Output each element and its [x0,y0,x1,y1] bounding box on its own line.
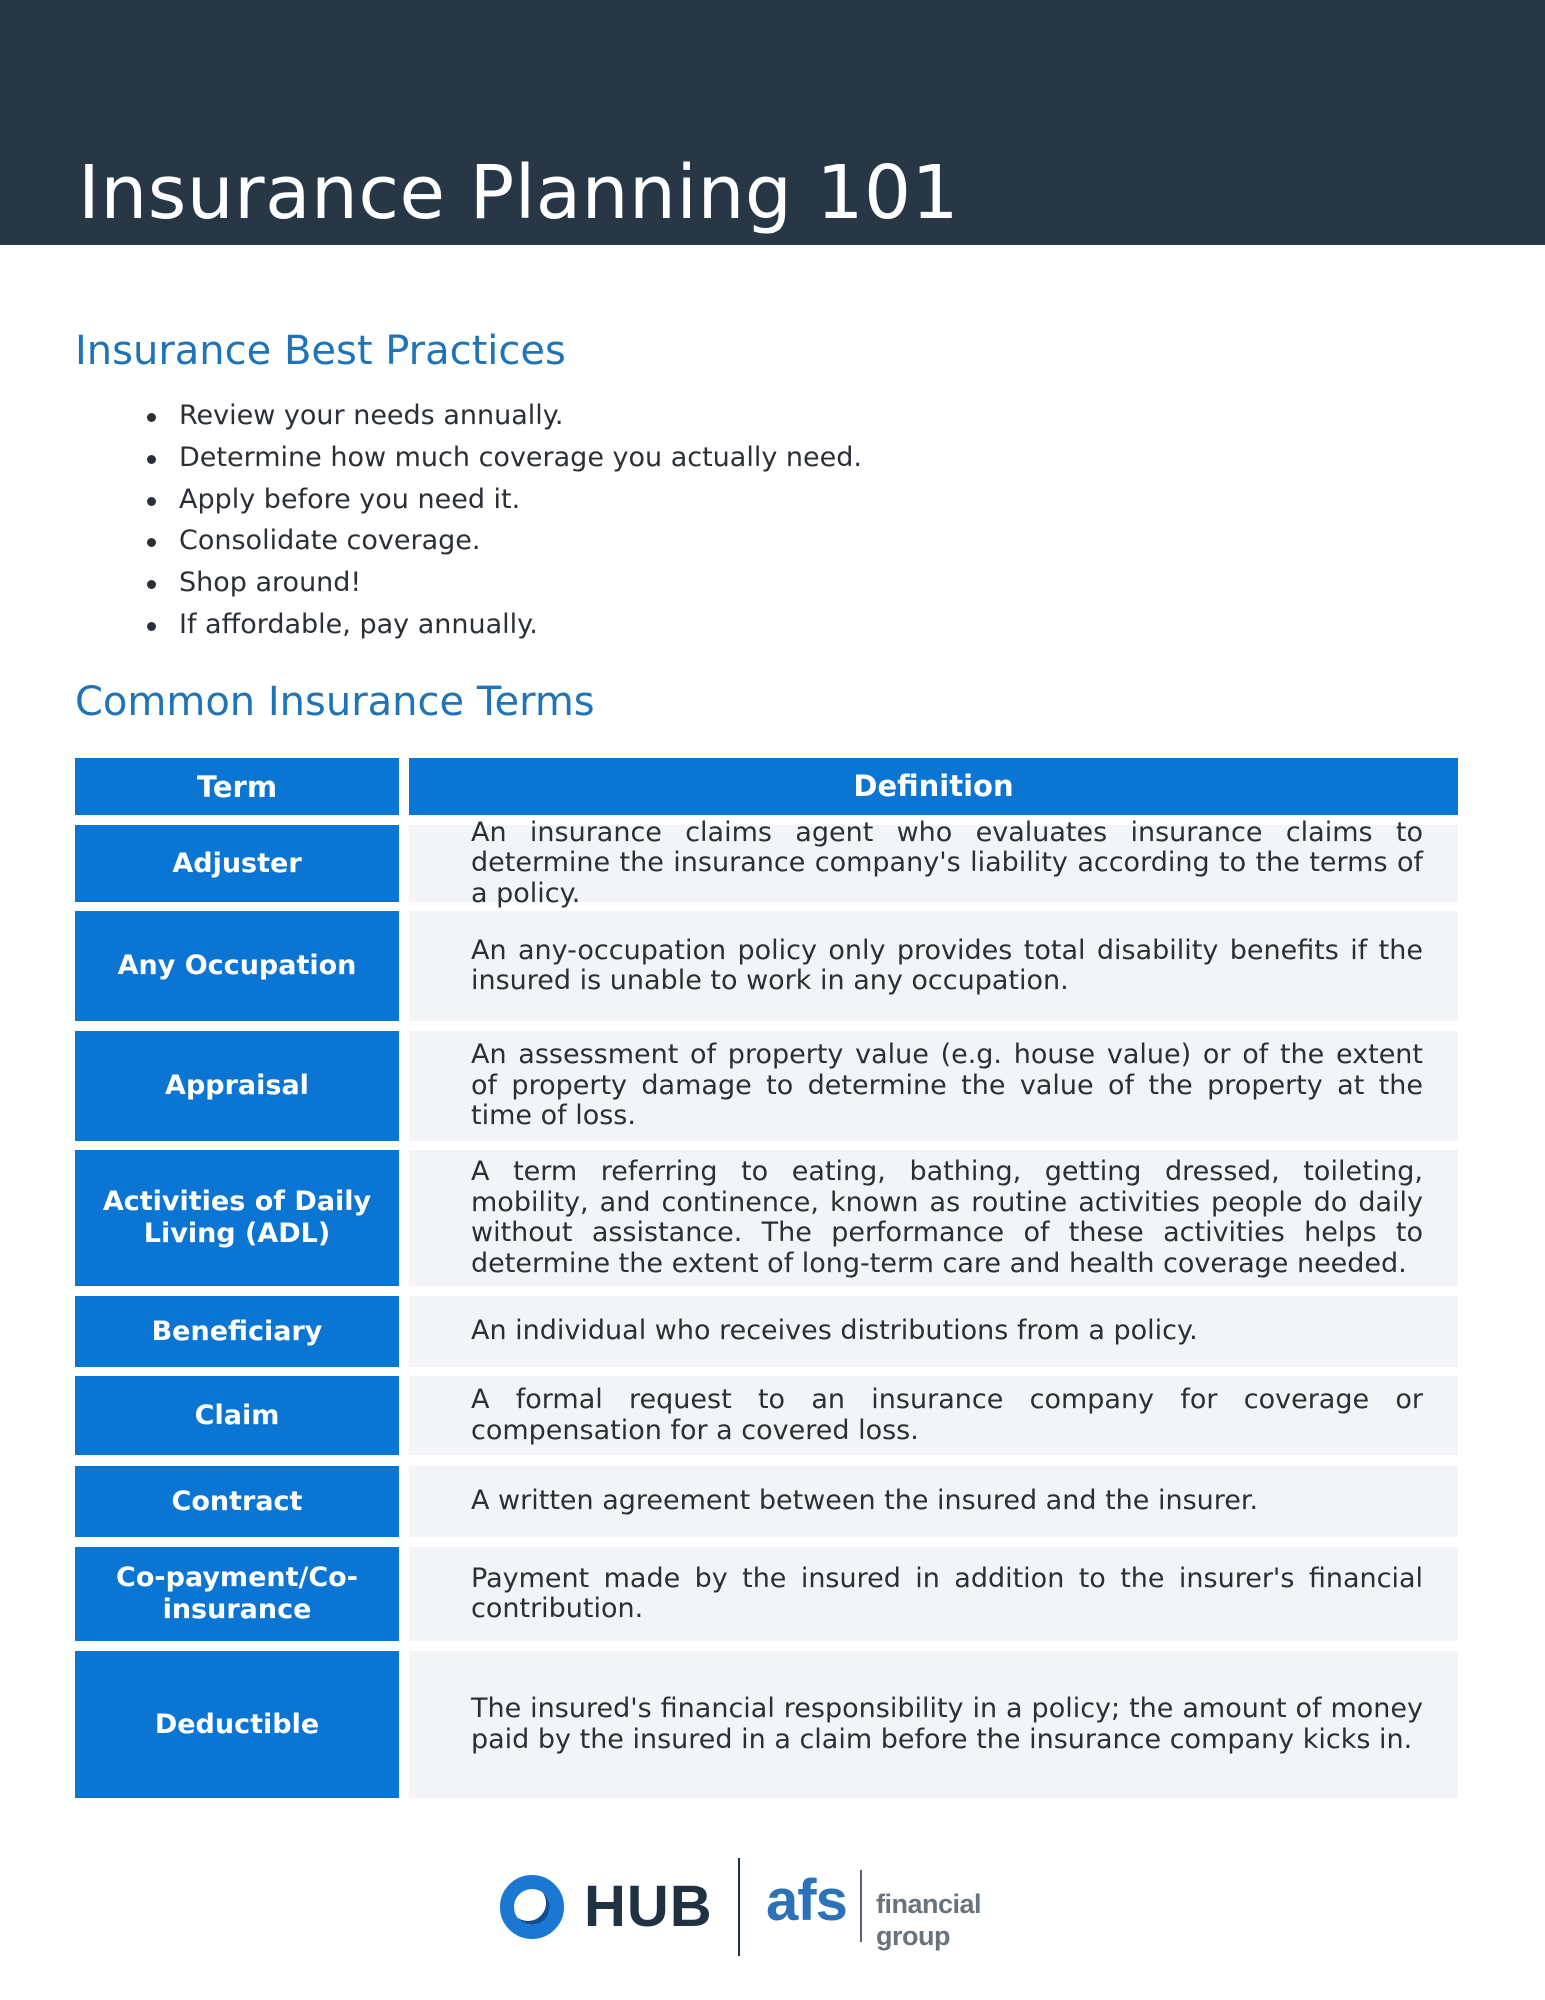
afs-tagline: financial group [876,1889,982,1951]
definition-text: Payment made by the insured in addition to the insurer's financial contribution. [471,1562,1423,1624]
logo-divider [738,1858,740,1956]
definition-cell [409,1150,1458,1286]
term-cell: Appraisal [75,1031,399,1141]
term-column-header: Term [75,758,399,815]
definition-text: A term referring to eating, bathing, getting dressed, toileting, mobility, and continence, known as routine activities people do daily without assistance. The performance of these activities helps to determine the extent of long-term care and health coverage needed. [471,1156,1423,1279]
table-row [75,1376,1458,1455]
term-cell: Co-payment/Co-insurance [75,1547,399,1641]
hub-logo-icon [500,1875,564,1939]
definition-cell [409,816,1458,909]
definition-text: An any-occupation policy only provides total disability benefits if the insured is unable to work in any occupation. [471,934,1423,996]
definition-cell [409,1031,1458,1141]
definition-text: An assessment of property value (e.g. house value) or of the extent of property damage to determine the value of the property at the time of loss. [471,1039,1423,1132]
list-item: Consolidate coverage. [140,520,862,562]
logo-divider [860,1870,862,1942]
table-row [75,816,1458,909]
term-cell: Adjuster [75,825,399,902]
definition-text: A written agreement between the insured and the insurer. [471,1485,1259,1517]
definition-text: A formal request to an insurance company for coverage or compensation for a covered loss. [471,1384,1423,1446]
common-terms-heading: Common Insurance Terms [75,679,595,725]
definition-cell [409,911,1458,1021]
term-cell: Beneficiary [75,1296,399,1367]
table-row [75,911,1458,1021]
table-row [75,1466,1458,1537]
table-row [75,1296,1458,1367]
term-cell: Activities of Daily Living (ADL) [75,1150,399,1286]
table-header-row [75,758,1458,815]
term-cell: Any Occupation [75,911,399,1021]
definition-text: The insured's financial responsibility in a policy; the amount of money paid by the insured in a claim before the insurance company kicks in. [471,1693,1423,1755]
definition-column-header: Definition [409,758,1458,815]
definition-text: An insurance claims agent who evaluates insurance claims to determine the insurance company's liability according to the terms of a policy. [471,816,1423,909]
afs-logo-text: afs [766,1868,847,1933]
term-cell: Deductible [75,1651,399,1798]
definition-cell [409,1547,1458,1641]
list-item: Determine how much coverage you actually need. [140,437,862,479]
definition-cell [409,1296,1458,1367]
definition-text: An individual who receives distributions from a policy. [471,1315,1198,1347]
hub-logo-text: HUB [584,1874,713,1939]
list-item: Apply before you need it. [140,479,862,521]
table-row [75,1547,1458,1641]
list-item: Review your needs annually. [140,395,862,437]
table-row [75,1150,1458,1286]
page-title: Insurance Planning 101 [78,150,960,236]
definition-cell [409,1376,1458,1455]
list-item: Shop around! [140,562,862,604]
table-row [75,1031,1458,1141]
definition-cell [409,1466,1458,1537]
list-item: If affordable, pay annually. [140,604,862,646]
definition-cell [409,1651,1458,1798]
table-row [75,1651,1458,1798]
footer-logos [500,1858,1060,1958]
term-cell: Claim [75,1376,399,1455]
term-cell: Contract [75,1466,399,1537]
best-practices-list [140,395,862,646]
best-practices-heading: Insurance Best Practices [75,328,566,374]
page-header [0,0,1545,245]
